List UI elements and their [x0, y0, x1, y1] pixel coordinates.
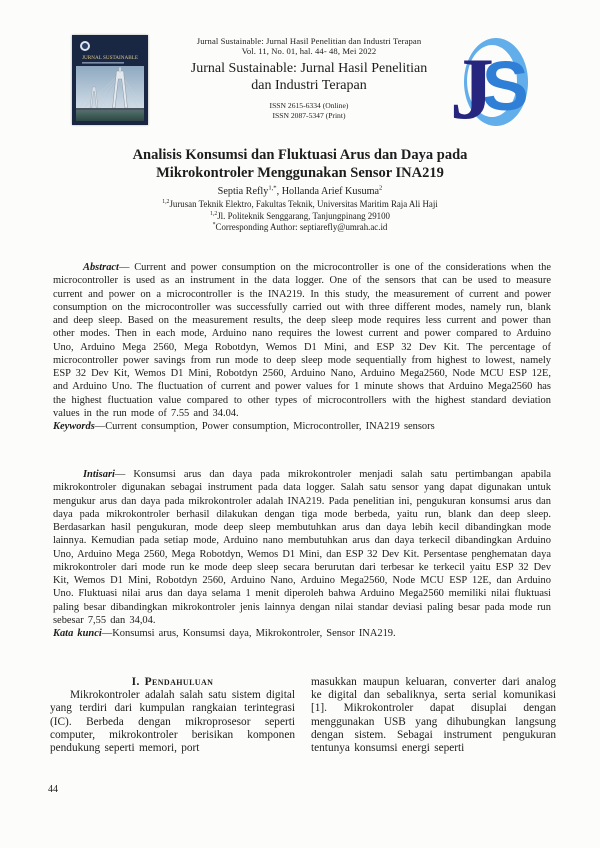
running-title: Jurnal Sustainable: Jurnal Hasil Penelitian dan Industri Terapan: [196, 36, 422, 46]
kata-kunci-line: Kata kunci—Konsumsi arus, Konsumsi daya, Mikrokontroler, Sensor INA219.: [53, 628, 396, 639]
article-title: Analisis Konsumsi dan Fluktuasi Arus dan Daya pada Mikrokontroler Menggunakan Sensor INA219: [132, 147, 468, 181]
cover-art: [72, 35, 148, 125]
authors-line: Septia Refly$^{1,*}$, Hollanda Arief Kusuma$^2$: [217, 184, 383, 197]
author-2: Hollanda Arief Kusuma: [281, 186, 380, 197]
issn-block: [150, 101, 468, 121]
kata-kunci-label: Kata kunci: [53, 628, 102, 639]
volume-line: Vol. 11, No. 01, hal. 44- 48, Mei 2022: [241, 45, 377, 56]
cover-title: JURNAL SUSTAINABLE: [82, 55, 139, 61]
intisari-section: [53, 468, 551, 640]
logo-letter-j: J: [450, 41, 494, 128]
intisari-paragraph: Intisari— Konsumsi arus dan daya pada mikrokontroler menjadi salah satu pertimbangan apabila mikrokontroler digunakan sebagai instrument pada data logger. Salah satu sensor yang dapat digunakan untuk mengukur arus dan daya pada mikrokontroler adalah INA219. Pada penelitian ini, pengukuran konsumsi arus dan daya pada mikrokontroler berhasil dilakukan dengan tiga mode berbeda, yaitu run, blank dan deep sleep. Berdasarkan hasil pengukuran, mode deep sleep membutuhkan arus dan daya lebih kecil dibandingkan mode lainnya. Kemudian pada setiap mode, Arduino nano membutuhkan arus dan daya terkecil dibandingkan Arduino Uno, Arduino Mega 2560, Mega Robotdyn, Wemos D1 Mini, dan ESP 32 Dev Kit. Persentase penghematan daya mikrokontroler dari mode run ke mode deep sleep secara berurutan dari terbesar ke terkecil yaitu ESP 32 Dev Kit, Wemos D1 Mini, Robotdyn 2560, Arduino Nano, Arduino Mega2560, Node MCU ESP 12E, dan Arduino Uno. Fluktuasi nilai arus dan daya selama 1 menit diperoleh bahwa Arduino Mega2560 memiliki nilai fluktuasi paling besar dibandingkan mikrokontroler jenis lainnya dengan nilai standar deviasi paling besar pada mode run sebesar 7,55 dan 34,04.: [53, 469, 551, 626]
keywords-line: Keywords—Current consumption, Power consumption, Microcontroller, INA219 sensors: [53, 421, 435, 432]
journal-logo: [450, 34, 530, 128]
abstract-section: [53, 261, 551, 433]
page-number: 44: [48, 784, 58, 795]
affiliation-1: $^{1,2}$Jurusan Teknik Elektro, Fakultas Teknik, Universitas Maritim Raja Ali Haji: [162, 199, 438, 209]
journal-header: [150, 37, 468, 121]
affiliations: [40, 199, 560, 234]
abstract-label: Abstract: [83, 262, 119, 273]
logo-letter-s: S: [482, 47, 529, 125]
journal-name: Jurnal Sustainable: Jurnal Hasil Penelitian dan Industri Terapan: [190, 60, 428, 93]
keywords-label: Keywords: [53, 421, 95, 432]
section-heading-pendahuluan: I. Pendahuluan: [131, 676, 214, 688]
affiliation-2: $^{1,2}$Jl. Politeknik Senggarang, Tanjungpinang 29100: [210, 210, 390, 221]
intisari-label: Intisari: [83, 469, 115, 480]
right-column: [311, 676, 556, 755]
author-1: Septia Refly: [217, 186, 269, 197]
js-logo-icon: [450, 34, 530, 128]
issn-online: ISSN 2615-6334 (Online): [269, 100, 349, 110]
abstract-paragraph: Abstract— Current and power consumption on the microcontroller is one of the considerations when the microcontroller is used as an instrument in the data logger. One of the sensors that can be used to measure current and power on a microcontroller is the INA219. In this study, the measurement of current and power consumption on the microcontroller was successfully carried out with three different modes, namely run, blank and deep sleep. Based on the measurement results, the deep sleep mode requires less current and power than other modes. Then in each mode, Arduino nano requires the lowest current and power compared to Arduino Uno, Arduino Mega 2560, Mega Robotdyn, Wemos D1 Mini, and ESP 32 Dev Kit. The percentage of microcontroller power savings from run mode to deep sleep mode sequentially from highest to lowest, namely ESP 32 Dev Kit, Wemos D1 Mini, Robotdyn 2560, Arduino Nano, Arduino Mega2560, Node MCU ESP 12E, and Arduino Uno. The fluctuation of current and power values for 1 minute shows that Arduino Mega2560 has the highest fluctuation value compared to other types of microcontrollers with the highest standard deviation values in the run mode of 7.55 and 34.04.: [53, 262, 551, 419]
issn-print: ISSN 2087-5347 (Print): [272, 110, 346, 120]
journal-cover-image: [72, 35, 148, 125]
left-column: [50, 676, 295, 755]
body-columns: [50, 676, 556, 755]
intro-paragraph-right: masukkan maupun keluaran, converter dari analog ke digital dan sebaliknya, serta serial komunikasi [1]. Mikrokontroler dapat disuplai dengan menggunakan USB yang dihubungkan langsung dengan sistem. Sebagai instrument pengukuran tentunya konsumsi energi seperti: [311, 676, 556, 755]
corresponding-author: *Corresponding Author: septiarefly@umrah.ac.id: [212, 222, 388, 232]
intro-paragraph-left: Mikrokontroler adalah salah satu sistem digital yang terdiri dari kumpulan rangkaian terintegrasi (IC). Berbeda dengan mikroprosesor seperti computer, mikrokontroler berisikan komponen pendukung seperti memori, port: [50, 689, 295, 755]
